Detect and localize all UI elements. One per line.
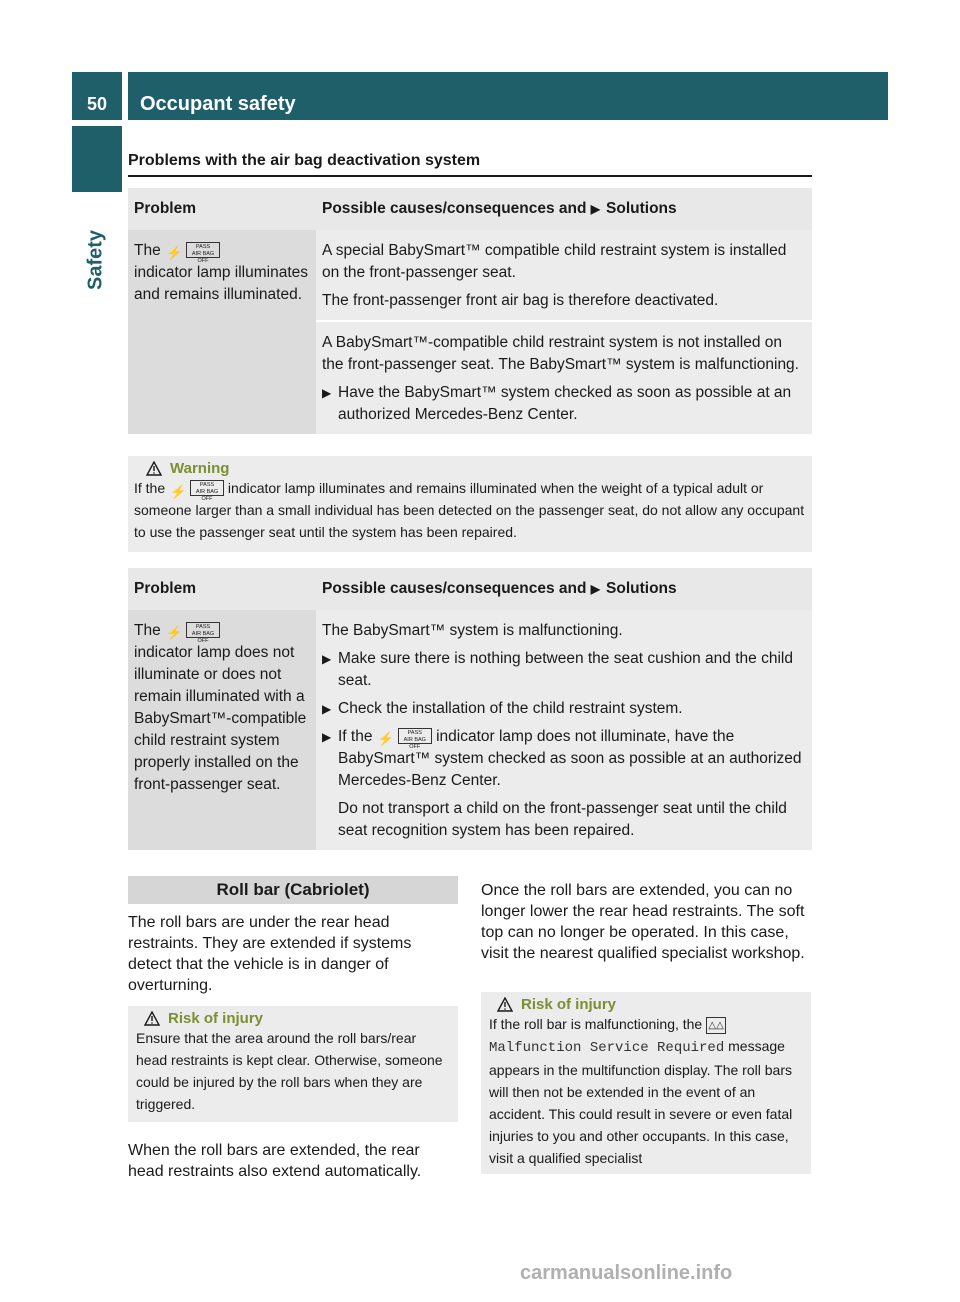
cause-cell (316, 321, 812, 434)
cause-text: The front-passenger front air bag is therefore deactivated. (322, 292, 719, 309)
pass-airbag-off-icon (186, 622, 220, 644)
col-problem-label: Problem (134, 580, 197, 597)
lamp-line1: PASS (199, 482, 215, 489)
problem-cell (128, 230, 316, 434)
col-solution-tail: Solutions (606, 200, 677, 217)
problem-cell (128, 610, 316, 850)
problems-table-2 (128, 568, 812, 850)
warning-title-row (146, 460, 806, 477)
problem-text: indicator lamp does not illuminate or does not remain illuminated with a BabySmart™-compatible child restraint system properly installed on the front-passenger seat. (134, 644, 307, 793)
right-para: Once the roll bars are extended, you can no longer lower the rear head restraints. The soft top can no longer be operated. In this case, visit the nearest qualified specialist workshop. (481, 882, 805, 962)
risk-title: Risk of injury (521, 996, 617, 1013)
action-text: Have the BabySmart™ system checked as soon as possible at an authorized Mercedes-Benz Center. (338, 384, 792, 423)
arrow-bullet-icon: ▶ (322, 730, 332, 744)
risk-box-left (128, 1006, 458, 1122)
cause-cell (316, 610, 812, 850)
arrow-bullet-icon: ▶ (322, 386, 332, 400)
lamp-line2: AIR BAG OFF (403, 736, 426, 750)
col-problem-header (128, 568, 316, 610)
action-item (322, 726, 806, 842)
action-text-body: indicator lamp does not illuminate, have the BabySmart™ system checked as soon as possible at an authorized Mercedes-Benz Center. (338, 728, 802, 789)
lamp-line2: AIR BAG OFF (191, 250, 215, 264)
section-title: Problems with the air bag deactivation system (128, 152, 812, 177)
action-text: Make sure there is nothing between the seat cushion and the child seat. (338, 650, 793, 689)
side-label: Safety (84, 229, 107, 291)
action-item (322, 648, 806, 692)
risk-text: message appears in the multifunction display. The roll bars will then not be extended in the event of an accident. This could result in severe or even fatal injuries to you and other occupants. In this case, visit a qualified specialist (489, 1038, 793, 1166)
action-note: Do not transport a child on the front-passenger seat until the child seat recognition system has been repaired. (338, 800, 787, 839)
footer-watermark: carmanualsonline.info (520, 1262, 733, 1284)
risk-pre: If the roll bar is malfunctioning, the (489, 1016, 703, 1032)
child-seat-icon: ⚡ (165, 624, 183, 640)
lamp-line1: PASS (195, 243, 211, 250)
child-seat-icon: ⚡ (377, 730, 394, 746)
roll-bar-after: When the roll bars are extended, the rear head restraints also extend automatically. (128, 1142, 422, 1180)
warning-triangle-icon (144, 1011, 160, 1026)
lamp-line2: AIR BAG OFF (195, 489, 219, 503)
action-pre: If the (338, 728, 373, 745)
page-header-title: Occupant safety (128, 72, 888, 120)
col-solution-tail: Solutions (606, 580, 677, 597)
risk-title-row (144, 1010, 450, 1027)
warning-triangle-icon (146, 461, 162, 476)
col-problem-label: Problem (134, 200, 197, 217)
airbag-off-lamp-icon (165, 622, 220, 644)
col-solution-label: Possible causes/consequences and (322, 580, 587, 597)
cause-cell (316, 230, 812, 321)
page-number: 50 (72, 72, 122, 120)
arrow-right-icon: ▶ (590, 202, 601, 216)
action-text: Check the installation of the child restraint system. (338, 700, 683, 717)
warning-title: Warning (170, 460, 230, 477)
cause-text: The BabySmart™ system is malfunctioning. (322, 622, 623, 639)
child-seat-icon: ⚡ (165, 244, 183, 260)
action-text (338, 726, 806, 842)
arrow-right-icon: ▶ (590, 582, 601, 596)
arrow-bullet-icon: ▶ (322, 702, 332, 716)
arrow-bullet-icon: ▶ (322, 652, 332, 666)
cause-text: A BabySmart™-compatible child restraint system is not installed on the front-passenger seat. The BabySmart™ system is malfunctioning. (322, 334, 799, 373)
col-solution-header (316, 188, 812, 230)
warning-triangle-icon (497, 997, 513, 1012)
problems-table-1 (128, 188, 812, 434)
col-problem-header (128, 188, 316, 230)
lamp-line2: AIR BAG OFF (191, 630, 215, 644)
lamp-line1: PASS (407, 729, 422, 736)
col-solution-label: Possible causes/consequences and (322, 200, 587, 217)
display-message: Malfunction Service Required (489, 1040, 725, 1056)
pass-airbag-off-icon (398, 728, 432, 750)
risk-title: Risk of injury (168, 1010, 264, 1027)
child-seat-icon: ⚡ (169, 484, 187, 500)
warning-pre: If the (134, 480, 166, 496)
pass-airbag-off-icon (186, 242, 220, 264)
risk-text: Ensure that the area around the roll bars/rear head restraints is kept clear. Otherwise, someone could be injured by the roll bars when they are triggered. (136, 1030, 443, 1112)
action-item (322, 698, 806, 720)
warning-body (134, 477, 806, 543)
risk-body (489, 1013, 803, 1169)
roll-bar-intro: The roll bars are under the rear head restraints. They are extended if systems detect that the vehicle is in danger of overturning. (128, 914, 412, 994)
problem-pre: The (134, 622, 161, 639)
warning-text: indicator lamp illuminates and remains illuminated when the weight of a typical adult or someone larger than a small individual has been detected on the passenger seat, do not allow any occupant to use the passenger seat until the system has been repaired. (134, 480, 805, 540)
airbag-off-lamp-icon (165, 242, 220, 264)
airbag-off-lamp-icon (169, 480, 224, 503)
warning-box (128, 456, 812, 552)
risk-title-row (497, 996, 803, 1013)
problem-pre: The (134, 242, 161, 259)
roll-bar-heading: Roll bar (Cabriolet) (128, 876, 458, 904)
airbag-off-lamp-icon (377, 728, 432, 750)
roll-bar-icon: △△ (706, 1017, 726, 1034)
risk-box-right (481, 992, 811, 1174)
col-solution-header (316, 568, 812, 610)
action-item (322, 382, 806, 426)
pass-airbag-off-icon (190, 480, 224, 503)
lamp-line1: PASS (195, 623, 211, 630)
problem-text: indicator lamp illuminates and remains illuminated. (134, 264, 309, 303)
side-tab-marker (72, 126, 122, 192)
cause-text: A special BabySmart™ compatible child restraint system is installed on the front-passenger seat. (322, 242, 787, 281)
